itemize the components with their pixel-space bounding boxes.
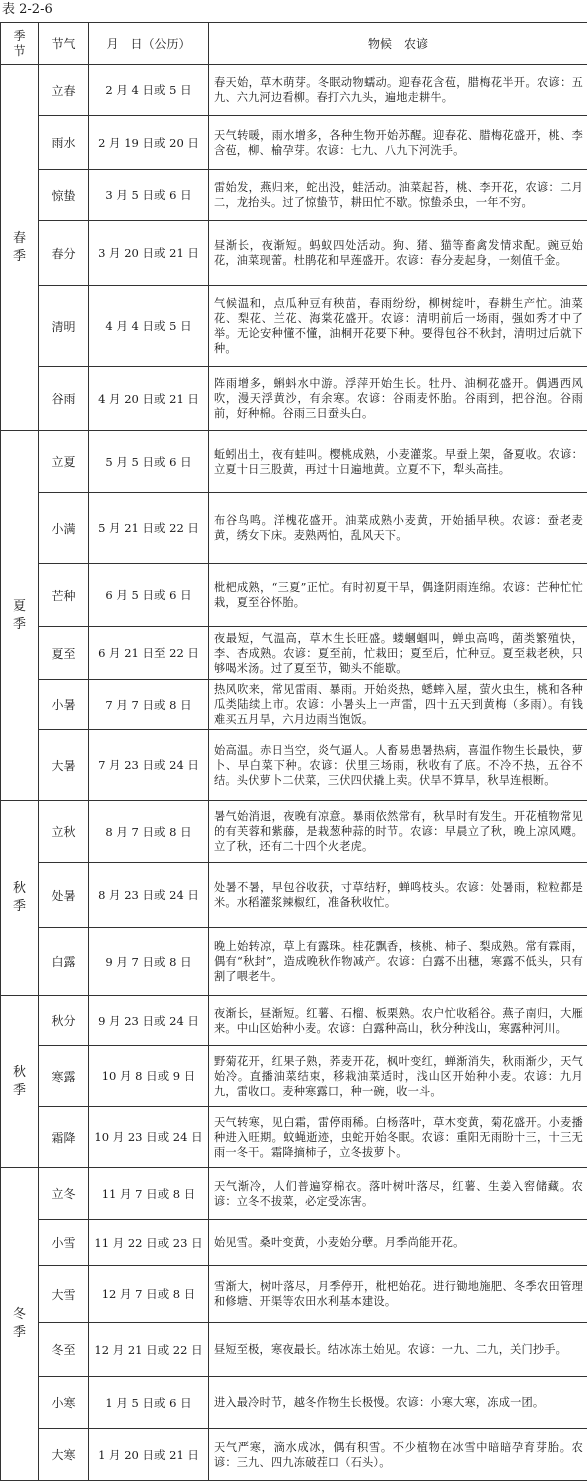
phenology-cell: 枇杷成熟，“三夏”正忙。有时初夏干旱，偶逢阴雨连绵。农谚：芒种忙忙栽，夏至谷怀胎。: [209, 564, 587, 627]
phenology-cell: 暑气始消退，夜晚有凉意。暴雨依然常有，秋旱时有发生。开花植物常见的有芙蓉和紫藤，是栽葱种蒜的时节。农谚：早晨立了秋，晚上凉风飕。立了秋，还有二十四个火老虎。: [209, 801, 587, 863]
date-cell: 6 月 21 日至 22 日: [89, 627, 209, 680]
phenology-cell: 春天始，草木萌芽。冬眠动物蠕动。迎春花含苞，腊梅花半开。农谚：五九、六九河边看柳。春打六九头，遍地走耕牛。: [209, 65, 587, 116]
table-row: [1, 1046, 587, 1107]
season-cell: 冬季: [1, 1168, 39, 1481]
date-cell: 10 月 23 日或 24 日: [89, 1107, 209, 1168]
term-cell: 小暑: [39, 680, 89, 730]
table-row: [1, 1323, 587, 1377]
table-row: [1, 367, 587, 431]
date-cell: 6 月 5 日或 6 日: [89, 564, 209, 627]
table-row: [1, 1107, 587, 1168]
phenology-cell: 天气严寒，滴水成冰，偶有积雪。不少植物在冰雪中暗暗孕育芽胎。农谚：三九、四九冻破茬口（石头）。: [209, 1429, 587, 1481]
phenology-cell: 始见雪。桑叶变黄，小麦始分孽。月季尚能开花。: [209, 1220, 587, 1266]
term-cell: 小寒: [39, 1377, 89, 1429]
table-row: [1, 801, 587, 863]
table-row: [1, 928, 587, 996]
date-cell: 1 月 5 日或 6 日: [89, 1377, 209, 1429]
phenology-cell: 蚯蚓出土，夜有蛙叫。樱桃成熟，小麦灌浆。早蚕上架，备夏收。农谚：立夏十日三股黄，再过十日遍地黄。立夏不下，犁头高挂。: [209, 431, 587, 493]
table-row: [1, 564, 587, 627]
term-cell: 春分: [39, 221, 89, 286]
header-term: 节气: [39, 23, 89, 65]
term-cell: 冬至: [39, 1323, 89, 1377]
term-cell: 大雪: [39, 1266, 89, 1323]
date-cell: 11 月 7 日或 8 日: [89, 1168, 209, 1220]
term-cell: 霜降: [39, 1107, 89, 1168]
date-cell: 4 月 20 日或 21 日: [89, 367, 209, 431]
table-row: [1, 116, 587, 170]
header-phenology: 物候 农谚: [209, 23, 587, 65]
table-row: [1, 221, 587, 286]
phenology-cell: 布谷鸟鸣。洋槐花盛开。油菜成熟小麦黄，开始插早秧。农谚：蚕老麦黄，绣女下床。麦熟两怕，乱风天下。: [209, 493, 587, 564]
table-row: [1, 286, 587, 367]
phenology-cell: 昼短至极，寒夜最长。结冰冻土始见。农谚：一九、二九，关门抄手。: [209, 1323, 587, 1377]
table-row: [1, 1377, 587, 1429]
date-cell: 2 月 19 日或 20 日: [89, 116, 209, 170]
table-caption: 表 2-2-6: [0, 0, 53, 22]
term-cell: 大暑: [39, 730, 89, 801]
date-cell: 5 月 21 日或 22 日: [89, 493, 209, 564]
term-cell: 立冬: [39, 1168, 89, 1220]
term-cell: 夏至: [39, 627, 89, 680]
date-cell: 9 月 7 日或 8 日: [89, 928, 209, 996]
date-cell: 7 月 7 日或 8 日: [89, 680, 209, 730]
phenology-cell: 热风吹来，常见雷雨、暴雨。开始炎热，蟋蟀入屋，萤火虫生，桃和各种瓜类陆续上市。农谚：小暑头上一声雷，四十五天到黄梅（多雨）。有钱难买五月旱，六月边雨当饱饭。: [209, 680, 587, 730]
date-cell: 2 月 4 日或 5 日: [89, 65, 209, 116]
term-cell: 白露: [39, 928, 89, 996]
table-row: [1, 170, 587, 221]
phenology-cell: 昼渐长，夜渐短。蚂蚁四处活动。狗、猪、猫等畜禽发情求配。豌豆始花，油菜现蕾。杜鹃花和早莲盛开。农谚：春分麦起身，一刻值千金。: [209, 221, 587, 286]
date-cell: 10 月 8 日或 9 日: [89, 1046, 209, 1107]
date-cell: 12 月 21 日或 22 日: [89, 1323, 209, 1377]
term-cell: 芒种: [39, 564, 89, 627]
phenology-cell: 雷始发，燕归来，蛇出没，蛙活动。油菜起苔，桃、李开花，农谚：二月二，龙抬头。过了惊蛰节，耕田忙不歇。惊蛰杀虫，一年不穷。: [209, 170, 587, 221]
table-row: [1, 996, 587, 1046]
table-row: [1, 65, 587, 116]
term-cell: 秋分: [39, 996, 89, 1046]
phenology-cell: 晚上始转凉，草上有露珠。桂花飘香，核桃、柿子、梨成熟。常有霖雨，偶有“秋封”，造成晚秋作物减产。农谚：白露不出穗，寒露不低头，只有割了喂老牛。: [209, 928, 587, 996]
table-row: [1, 863, 587, 928]
term-cell: 寒露: [39, 1046, 89, 1107]
term-cell: 大寒: [39, 1429, 89, 1481]
term-cell: 立春: [39, 65, 89, 116]
phenology-cell: 夜最短，气温高，草木生长旺盛。蝼蟈蝈叫，蝉虫高鸣，菌类繁殖快，李、杏成熟。农谚：夏至前，忙栽田；夏至后，忙种豆。夏至栽老秧，只够喝米汤。过了夏至节，锄头不能歇。: [209, 627, 587, 680]
table-row: [1, 431, 587, 493]
table-row: [1, 493, 587, 564]
phenology-cell: 天气转暖，雨水增多，各种生物开始苏醒。迎春花、腊梅花盛开，桃、李含苞，柳、榆孕芽。农谚：七九、八九下河洗手。: [209, 116, 587, 170]
season-cell: 秋季: [1, 996, 39, 1168]
term-cell: 小雪: [39, 1220, 89, 1266]
term-cell: 谷雨: [39, 367, 89, 431]
term-cell: 雨水: [39, 116, 89, 170]
header-season: 季节: [1, 23, 39, 65]
date-cell: 8 月 23 日或 24 日: [89, 863, 209, 928]
table-row: [1, 1266, 587, 1323]
solar-terms-table: [0, 22, 587, 1481]
table-row: [1, 1429, 587, 1481]
phenology-cell: 夜渐长，昼渐短。红薯、石榴、板栗熟。农户忙收稻谷。燕子南归，大雁来。中山区始种小麦。农谚：白露种高山，秋分种浅山，寒露种河川。: [209, 996, 587, 1046]
date-cell: 9 月 23 日或 24 日: [89, 996, 209, 1046]
phenology-cell: 气候温和，点瓜种豆有秧苗，春雨纷纷，柳树绽叶，春耕生产忙。油菜花、梨花、兰花、海棠花盛开。农谚：清明前后一场雨，强如秀才中了举。无论安种懂不懂，油桐开花要下种。要得包谷不秋封，清明过后就下种。: [209, 286, 587, 367]
date-cell: 11 月 22 日或 23 日: [89, 1220, 209, 1266]
term-cell: 惊蛰: [39, 170, 89, 221]
date-cell: 4 月 4 日或 5 日: [89, 286, 209, 367]
phenology-cell: 处暑不暑，早包谷收获，寸草结籽，蝉鸣枝头。农谚：处暑雨，粒粒都是米。水稻灌浆辣椒红，准备秋收忙。: [209, 863, 587, 928]
date-cell: 12 月 7 日或 8 日: [89, 1266, 209, 1323]
table-row: [1, 1220, 587, 1266]
date-cell: 5 月 5 日或 6 日: [89, 431, 209, 493]
season-cell: 春季: [1, 65, 39, 431]
date-cell: 3 月 20 日或 21 日: [89, 221, 209, 286]
phenology-cell: 野菊花开，红果子熟，荞麦开花，枫叶变红，蝉渐消失，秋雨渐少，天气始冷。直播油菜结束，移栽油菜适时，浅山区开始种小麦。农谚：九月九，雷收口。麦种寒露口，种一碗，收一斗。: [209, 1046, 587, 1107]
phenology-cell: 进入最冷时节，越冬作物生长极慢。农谚：小寒大寒，冻成一团。: [209, 1377, 587, 1429]
header-date: 月 日（公历）: [89, 23, 209, 65]
date-cell: 1 月 20 日或 21 日: [89, 1429, 209, 1481]
phenology-cell: 雪渐大，树叶落尽，月季停开，枇杷始花。进行锄地施肥、冬季农田管理和修塘、开渠等农田水利基本建设。: [209, 1266, 587, 1323]
season-cell: 夏季: [1, 431, 39, 801]
phenology-cell: 天气渐冷，人们普遍穿棉衣。落叶树叶落尽，红薯、生姜入窖储藏。农谚：立冬不拔菜，必定受冻害。: [209, 1168, 587, 1220]
term-cell: 处暑: [39, 863, 89, 928]
term-cell: 小满: [39, 493, 89, 564]
table-row: [1, 627, 587, 680]
header-row: [1, 23, 587, 65]
date-cell: 8 月 7 日或 8 日: [89, 801, 209, 863]
season-cell: 秋季: [1, 801, 39, 996]
term-cell: 立夏: [39, 431, 89, 493]
table-row: [1, 1168, 587, 1220]
date-cell: 7 月 23 日或 24 日: [89, 730, 209, 801]
phenology-cell: 天气转寒，见白霜，雷停雨稀。白杨落叶，草木变黄，菊花盛开。小麦播种进入旺期。蚊蝇逝迹，虫蛇开始冬眠。农谚：重阳无雨盼十三，十三无雨一冬干。霜降摘柿子，立冬拔萝卜。: [209, 1107, 587, 1168]
phenology-cell: 阵雨增多，蝌蚪水中游。浮萍开始生长。牡丹、油桐花盛开。偶遇西风吹，漫天浮黄沙，有余寒。农谚：谷雨麦怀胎。谷雨到，把谷泡。谷雨前，好种棉。谷雨三日蚕头白。: [209, 367, 587, 431]
date-cell: 3 月 5 日或 6 日: [89, 170, 209, 221]
table-row: [1, 680, 587, 730]
term-cell: 清明: [39, 286, 89, 367]
table-row: [1, 730, 587, 801]
term-cell: 立秋: [39, 801, 89, 863]
phenology-cell: 始高温。赤日当空，炎气逼人。人畜易患暑热病，喜温作物生长最快，萝卜、早白菜下种。农谚：伏里三场雨，秋收有了底。不冷不热，五谷不结。头伏萝卜二伏菜，三伏四伏撬上卖。伏旱不算旱，秋旱连根断。: [209, 730, 587, 801]
